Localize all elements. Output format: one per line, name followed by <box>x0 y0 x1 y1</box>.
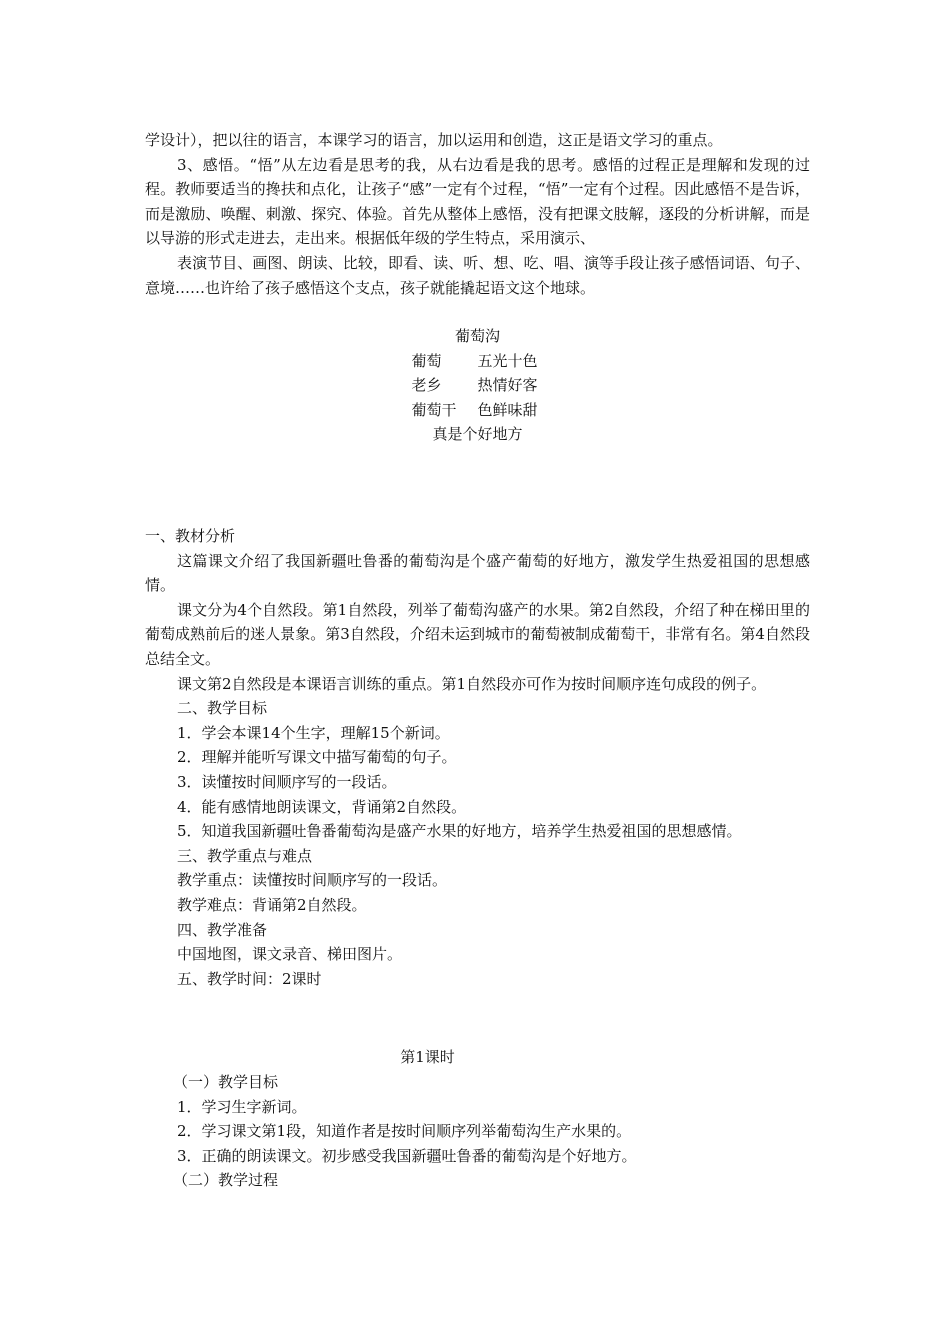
board-footer: 真是个好地方 <box>432 425 523 444</box>
paragraph: 表演节目、画图、朗读、比较，即看、读、听、想、吃、唱、演等手段让孩子感悟词语、句子、意境……也许给了孩子感悟这个支点，孩子就能撬起语文这个地球。 <box>145 253 810 297</box>
board-left: 葡萄干 <box>411 400 457 419</box>
section-heading: （一）教学目标 <box>173 1073 279 1091</box>
list-item: 3．读懂按时间顺序写的一段话。 <box>177 772 397 791</box>
list-item: 2．理解并能听写课文中描写葡萄的句子。 <box>177 748 457 767</box>
list-item: 教学难点：背诵第2自然段。 <box>177 895 367 914</box>
section-heading: 四、教学准备 <box>177 920 268 939</box>
section-heading: 五、教学时间：2课时 <box>177 969 322 988</box>
section-heading: 一、教材分析 <box>145 527 236 545</box>
board-right: 热情好客 <box>477 376 538 395</box>
board-row <box>145 349 810 374</box>
board-right: 五光十色 <box>477 351 538 370</box>
paragraph: 课文分为4个自然段。第1自然段，列举了葡萄沟盛产的水果。第2自然段，介绍了种在梯田里的葡萄成熟前后的迷人景象。第3自然段，介绍未运到城市的葡萄被制成葡萄干，非常有名。第4自然段总结全文。 <box>145 600 810 668</box>
section-heading: 二、教学目标 <box>177 699 268 718</box>
list-item: 教学重点：读懂按时间顺序写的一段话。 <box>177 871 448 890</box>
lesson-title: 第1课时 <box>400 1048 455 1066</box>
board-row <box>145 398 810 423</box>
list-item: 1．学习生字新词。 <box>177 1097 307 1116</box>
list-item: 3．正确的朗读课文。初步感受我国新疆吐鲁番的葡萄沟是个好地方。 <box>177 1146 637 1165</box>
paragraph: 这篇课文介绍了我国新疆吐鲁番的葡萄沟是个盛产葡萄的好地方，激发学生热爱祖国的思想感情。 <box>145 551 810 595</box>
board-row <box>145 373 810 398</box>
lesson-plan <box>145 524 810 991</box>
intro-text <box>145 128 810 300</box>
paragraph: 3、感悟。“悟”从左边看是思考的我，从右边看是我的思考。感悟的过程正是理解和发现的过程。教师要适当的搀扶和点化，让孩子“感”一定有个过程，“悟”一定有个过程。因此感悟不是告诉，而是激励、唤醒、刺激、探究、体验。首先从整体上感悟，没有把课文肢解，逐段的分析讲解，而是以导游的形式走进去，走出来。根据低年级的学生特点，采用演示、 <box>145 155 810 248</box>
list-item: 5．知道我国新疆吐鲁番葡萄沟是盛产水果的好地方，培养学生热爱祖国的思想感情。 <box>177 822 742 841</box>
section-heading: （二）教学过程 <box>173 1171 279 1190</box>
board-title: 葡萄沟 <box>454 327 500 345</box>
list-item: 2．学习课文第1段，知道作者是按时间顺序列举葡萄沟生产水果的。 <box>177 1122 632 1141</box>
paragraph: 课文第2自然段是本课语言训练的重点。第1自然段亦可作为按时间顺序连句成段的例子。 <box>177 674 767 693</box>
board-left: 葡萄 <box>411 351 442 370</box>
list-item: 1．学会本课14个生字，理解15个新词。 <box>177 723 450 742</box>
board-left: 老乡 <box>411 376 442 395</box>
paragraph: 学设计），把以往的语言，本课学习的语言，加以运用和创造，这正是语文学习的重点。 <box>145 131 723 149</box>
board-design <box>145 324 810 447</box>
lesson-1 <box>145 1070 810 1193</box>
paragraph: 中国地图，课文录音、梯田图片。 <box>177 945 403 964</box>
list-item: 4．能有感情地朗读课文，背诵第2自然段。 <box>177 797 467 816</box>
section-heading: 三、教学重点与难点 <box>177 846 313 865</box>
board-right: 色鲜味甜 <box>477 400 538 419</box>
